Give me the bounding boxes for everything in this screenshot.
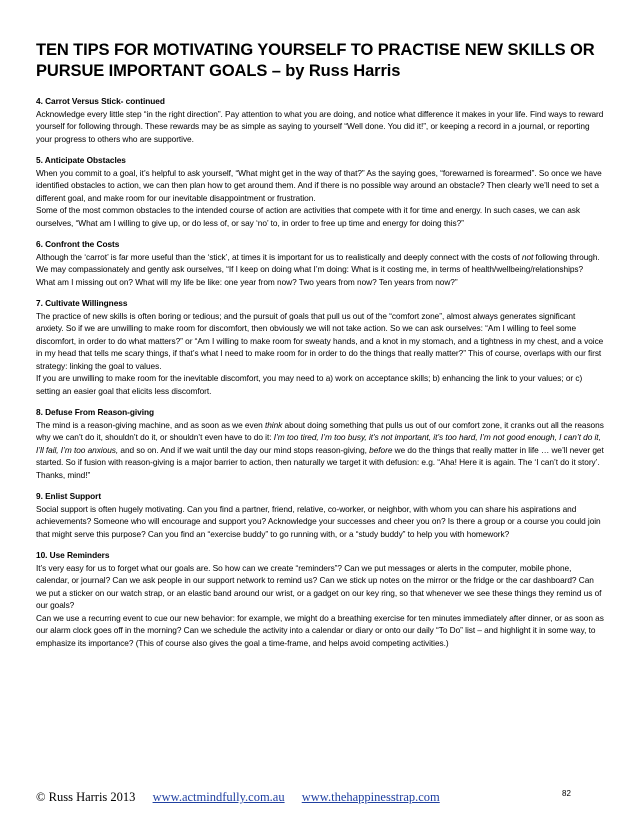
copyright-text: © Russ Harris 2013 bbox=[36, 790, 136, 804]
tip-section bbox=[36, 95, 604, 145]
section-paragraph bbox=[36, 310, 604, 373]
paragraph-text: Can we use a recurring event to cue our new behavior: for example, we might do a breathing exercise for ten minutes immediately after dinner, or as soon as our alarm clock goes off in the morning? Can we schedule the activity into a calendar or diary or onto our daily “To Do” list – and highlight it in some way, to emphasize its importance? (This of course also gives the goal a time-frame, and helps avoid competing activities.) bbox=[36, 612, 604, 648]
paragraph-text: When you commit to a goal, it’s helpful to ask yourself, “What might get in the way of that?” As the saying goes, “forewarned is forearmed”. So once we have identified obstacles to action, we can then plan how to get around them. And if there is no possible way around an obstacle? Then clearly we’ll need to set a different goal, and make room for our inevitable disappointment or frustration. bbox=[36, 167, 602, 203]
section-paragraph bbox=[36, 503, 604, 541]
italic-text: before bbox=[369, 444, 393, 455]
footer bbox=[36, 789, 606, 807]
paragraph-text: about doing something that pulls us out of our comfort zone, it cranks out all the reasons why we can’t do it, shouldn’t do it, or shouldn’t even have to do it: bbox=[36, 419, 604, 442]
tip-section bbox=[36, 154, 604, 229]
paragraph-text: Although the ‘carrot’ is far more useful than the ‘stick’, at times it is important for us to realistically and deeply connect with the costs of bbox=[36, 251, 522, 262]
tip-section bbox=[36, 297, 604, 397]
section-paragraph bbox=[36, 108, 604, 146]
page-number: 82 bbox=[562, 789, 571, 798]
section-paragraph bbox=[36, 372, 604, 397]
tips-content bbox=[36, 95, 604, 658]
paragraph-text: Social support is often hugely motivating. Can you find a partner, friend, relative, co-worker, or neighbor, with whom you can share his aspirations and achievements? Someone who will encourage and support you? Acknowledge your successes and cheer you on? Is there a group or a course you could join that might serve this purpose? Can you find an “exercise buddy” to go running with, or a “study buddy” to help you with homework? bbox=[36, 503, 601, 539]
paragraph-text: Acknowledge every little step “in the right direction”. Pay attention to what you are doing, and notice what difference it makes in your life. Find ways to reward yourself for following through. These rewards may be as simple as saying to yourself “Well done. You did it!”, or keeping a record in a journal, or reporting your progress to others who are supportive. bbox=[36, 108, 604, 144]
footer-link-actmindfully[interactable]: www.actmindfully.com.au bbox=[152, 790, 285, 804]
section-heading: 4. Carrot Versus Stick- continued bbox=[36, 96, 165, 106]
section-paragraph bbox=[36, 562, 604, 612]
paragraph-text: The mind is a reason-giving machine, and as soon as we even bbox=[36, 419, 265, 430]
section-paragraph bbox=[36, 167, 604, 205]
section-paragraph bbox=[36, 251, 604, 289]
section-heading: 6. Confront the Costs bbox=[36, 239, 120, 249]
section-paragraph bbox=[36, 204, 604, 229]
tip-section bbox=[36, 549, 604, 649]
tip-section bbox=[36, 238, 604, 288]
paragraph-text: Some of the most common obstacles to the intended course of action are activities that compete with it for time and energy. In such cases, we can ask ourselves, “What am I willing to give up, or do less of, or say ‘no’ to, in order to free up time and energy for doing this?” bbox=[36, 205, 580, 228]
italic-text: think bbox=[264, 419, 283, 430]
page-title: TEN TIPS FOR MOTIVATING YOURSELF TO PRACTISE NEW SKILLS OR PURSUE IMPORTANT GOALS – by Russ Harris bbox=[36, 41, 595, 80]
section-heading: 8. Defuse From Reason-giving bbox=[36, 407, 155, 417]
section-heading: 5. Anticipate Obstacles bbox=[36, 155, 126, 165]
paragraph-text: If you are unwilling to make room for the inevitable discomfort, you may need to a) work on acceptance skills; b) enhancing the link to your values; or c) setting an easier goal that elicits less discomfort. bbox=[36, 373, 583, 396]
paragraph-text: and so on. And if we wait until the day our mind stops reason-giving, bbox=[118, 444, 370, 455]
section-paragraph bbox=[36, 419, 604, 482]
section-heading: 10. Use Reminders bbox=[36, 550, 110, 560]
paragraph-text: The practice of new skills is often boring or tedious; and the pursuit of goals that pull us out of the “comfort zone”, almost always generates significant anxiety. So if we are unwilling to make room for discomfort, then obviously we will not take action. So we can ask ourselves: “Am I willing to feel some discomfort, in order to do what matters?” or “Am I willing to make room for sweaty hands, and a knot in my stomach, and a tightness in my chest, and a voice in my head that tells me scary things, if that’s what I need to make room for in order to do the things that really matter?” This of course, overlaps with our first strategy: linking the goal to values. bbox=[36, 310, 604, 371]
tip-section bbox=[36, 406, 604, 481]
paragraph-text: It’s very easy for us to forget what our goals are. So how can we create “reminders”? Can we put messages or alerts in the computer, mobile phone, calendar, or journal? Can we ask people in our support network to remind us? Can we stick up notes on the mirror or the fridge or the car dashboard? Can we put a sticker on our watch strap, or an elastic band around our wrist, or a gadget on our key ring, so that whenever we see these things they remind us of our goals? bbox=[36, 562, 602, 610]
tip-section bbox=[36, 490, 604, 540]
section-paragraph bbox=[36, 612, 604, 650]
paragraph-text: we do the things that really matter in life … we’ll never get started. So if fusion with reason-giving is a major barrier to action, then naturally we target it with defusion: e.g. “Aha! Here it is again. The ‘I can’t do it story’. Thanks, mind!” bbox=[36, 444, 604, 480]
section-heading: 9. Enlist Support bbox=[36, 491, 102, 501]
paragraph-text: following through. We may compassionately and gently ask ourselves, “If I keep on doing what I’m doing: What is it costing me, in terms of health/wellbeing/relationships? What am I missing out on? What will my life be like: one year from now? Two years from now? Ten years from now?” bbox=[36, 251, 600, 287]
italic-text: not bbox=[521, 251, 534, 262]
section-heading: 7. Cultivate Willingness bbox=[36, 298, 128, 308]
footer-link-happinesstrap[interactable]: www.thehappinesstrap.com bbox=[301, 790, 440, 804]
italic-text: I’m too tired, I’m too busy, it’s not important, it’s too hard, I’m not good enough, I can’t do it, I’ll fail, I’m too anxious, bbox=[36, 432, 601, 455]
